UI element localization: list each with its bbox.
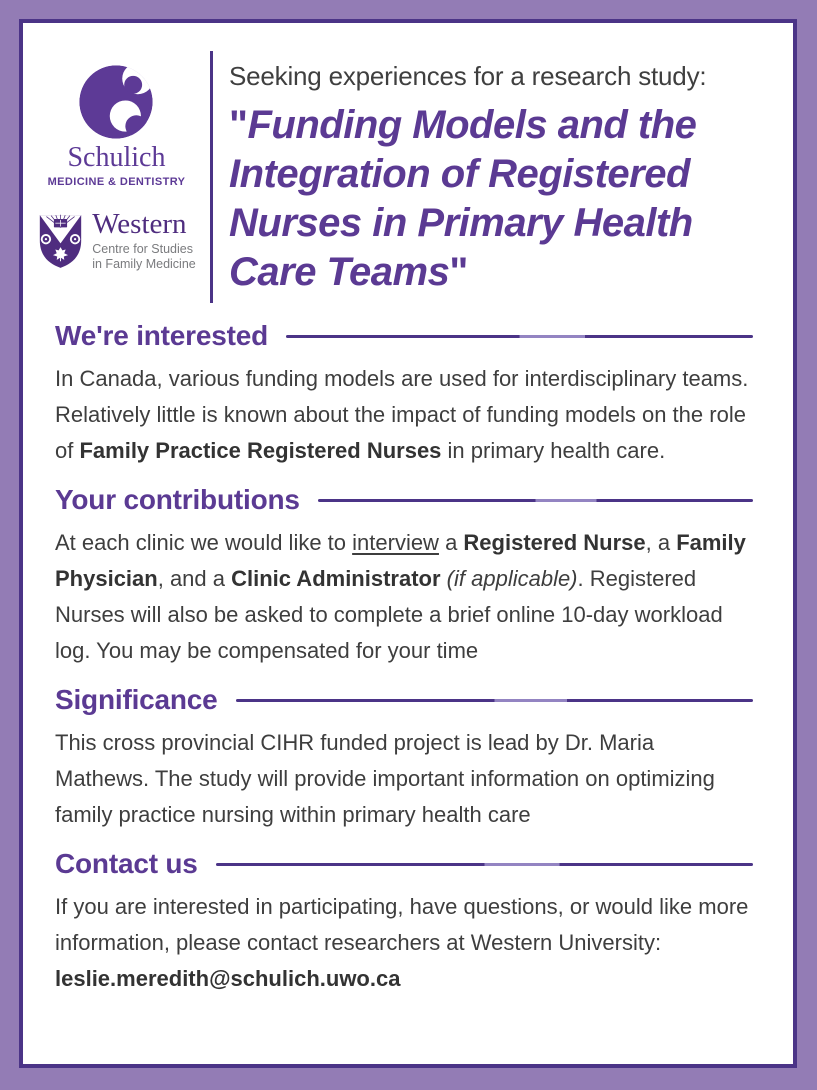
text-run: , a [645, 530, 677, 555]
section-paragraph [55, 889, 753, 997]
section-significance [55, 683, 753, 833]
section-heading-row [55, 483, 753, 517]
section-rule [318, 499, 753, 502]
text-run: This cross provincial CIHR funded project is lead by Dr. Maria Mathews. The study will provide important information on optimizing family practice nursing within primary health care [55, 730, 715, 827]
text-run: (if applicable) [446, 566, 578, 591]
western-shield-icon [37, 213, 84, 270]
section-heading-row [55, 847, 753, 881]
schulich-logo [48, 63, 186, 188]
study-title [229, 101, 783, 297]
western-logo [37, 207, 196, 273]
text-run: interview [352, 530, 439, 555]
text-run: Family Physician [55, 530, 746, 591]
section-heading: Your contributions [55, 484, 300, 515]
text-run: Family Practice Registered Nurses [79, 438, 442, 463]
section-rule [216, 863, 753, 866]
section-heading: Significance [55, 684, 218, 715]
section-heading: Contact us [55, 848, 198, 879]
text-run: leslie.meredith@schulich.uwo.ca [55, 966, 401, 991]
text-run: Registered Nurse [463, 530, 646, 555]
close-quote: " [449, 250, 468, 294]
western-text [92, 207, 196, 273]
flyer-body [23, 319, 793, 997]
section-were-interested [55, 319, 753, 469]
text-run: a [438, 530, 464, 555]
open-quote: " [229, 103, 248, 147]
section-rule [286, 335, 753, 338]
masthead [23, 51, 793, 303]
text-run: At each clinic we would like to [55, 530, 353, 555]
study-title-text: Funding Models and the Integration of Registered Nurses in Primary Health Care Teams [229, 103, 697, 294]
section-paragraph [55, 525, 753, 669]
text-run: , and a [157, 566, 232, 591]
section-paragraph [55, 725, 753, 833]
section-heading-row [55, 683, 753, 717]
section-contact-us [55, 847, 753, 997]
logo-column [23, 51, 210, 303]
masthead-text [213, 51, 793, 303]
section-your-contributions [55, 483, 753, 669]
kicker-line: Seeking experiences for a research study: [229, 61, 707, 91]
schulich-wordmark: Schulich [67, 142, 166, 173]
text-run: In Canada, various funding models are used for interdisciplinary teams. Relatively little is known about the impact of funding models on the role of [55, 366, 749, 463]
text-run: Clinic Administrator [231, 566, 441, 591]
western-subtitle: Centre for Studies in Family Medicine [92, 241, 196, 272]
section-rule [236, 699, 753, 702]
section-heading-row [55, 319, 753, 353]
section-paragraph [55, 361, 753, 469]
text-run: If you are interested in participating, have questions, or would like more information, please contact researchers at Western University: [55, 894, 749, 955]
text-run: in primary health care. [441, 438, 666, 463]
schulich-tagline: MEDICINE & DENTISTRY [47, 175, 186, 188]
schulich-s-icon [77, 63, 155, 141]
western-wordmark: Western [92, 207, 187, 240]
flyer-page [19, 19, 797, 1068]
section-heading: We're interested [55, 320, 269, 351]
text-run: . Registered Nurses will also be asked to complete a brief online 10-day workload log. You may be compensated for your time [55, 566, 723, 663]
